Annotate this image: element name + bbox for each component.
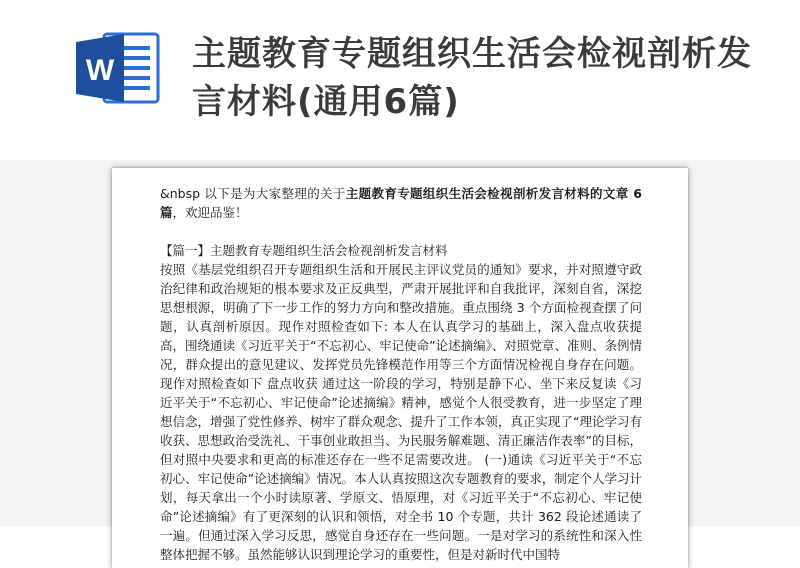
body-paragraph: 按照《基层党组织召开专题组织生活和开展民主评议党员的通知》要求，并对照遵守政治纪律和政治规矩的根本要求及正反典型，严肃开展批评和自我批评，深刻自省，深挖思想根源，明确了下一步工作的努力方向和整改措施。重点围绕 3 个方面检视查摆了问题，认真剖析原因。现作对照检查如下: 本人在认真学习的基础上，深入盘点收获提高，围绕通读《习近平关于“不忘初心、牢记使命”论述摘编》、对照党章、准则、条例情况，群众提出的意见建议、发挥党员先锋模范作用等三个方面情况检视自身存在问题。现作对照检查如下 盘点收获 通过这一阶段的学习，特别是静下心、坐下来反复读《习近平关于“不忘初心、牢记使命”论述摘编》精神，感觉个人很受教育，进一步坚定了理想信念，增强了党性修养、树牢了群众观念、提升了工作本领，真正实现了“理论学习有收获、思想政治受洗礼、干事创业敢担当、为民服务解难题、清正廉洁作表率”的目标，但对照中央要求和更高的标准还存在一些不足需要改进。 (一)通读《习近平关于“不忘初心、牢记使命”论述摘编》情况。本人认真按照这次专题教育的要求，制定个人学习计划，每天拿出一个小时读原著、学原文、悟原理，对《习近平关于“不忘初心、牢记使命”论述摘编》有了更深刻的认识和领悟，对全书 10 个专题，共计 362 段论述通读了一遍。但通过深入学习反思，感觉自身还存在一些问题。一是对学习的系统性和深入性整体把握不够。虽然能够认识到理论学习的重要性，但是对新时代中国特 bbox=[160, 262, 642, 562]
document-content bbox=[160, 184, 642, 564]
word-document-icon bbox=[74, 30, 162, 106]
document-page bbox=[112, 168, 688, 568]
intro-prefix: &nbsp 以下是为大家整理的关于 bbox=[160, 186, 346, 201]
section-heading: 【篇一】主题教育专题组织生活会检视剖析发言材料 bbox=[160, 243, 448, 258]
word-logo-letter: W bbox=[85, 54, 115, 87]
header bbox=[0, 0, 800, 160]
page-title: 主题教育专题组织生活会检视剖析发言材料(通用6篇) bbox=[192, 34, 752, 122]
intro-suffix: ，欢迎品鉴！ bbox=[172, 205, 248, 220]
intro-paragraph bbox=[160, 184, 642, 222]
intro-title: 主题教育专题组织生活会检视剖析发言材料的文章 6 篇 bbox=[160, 186, 642, 220]
